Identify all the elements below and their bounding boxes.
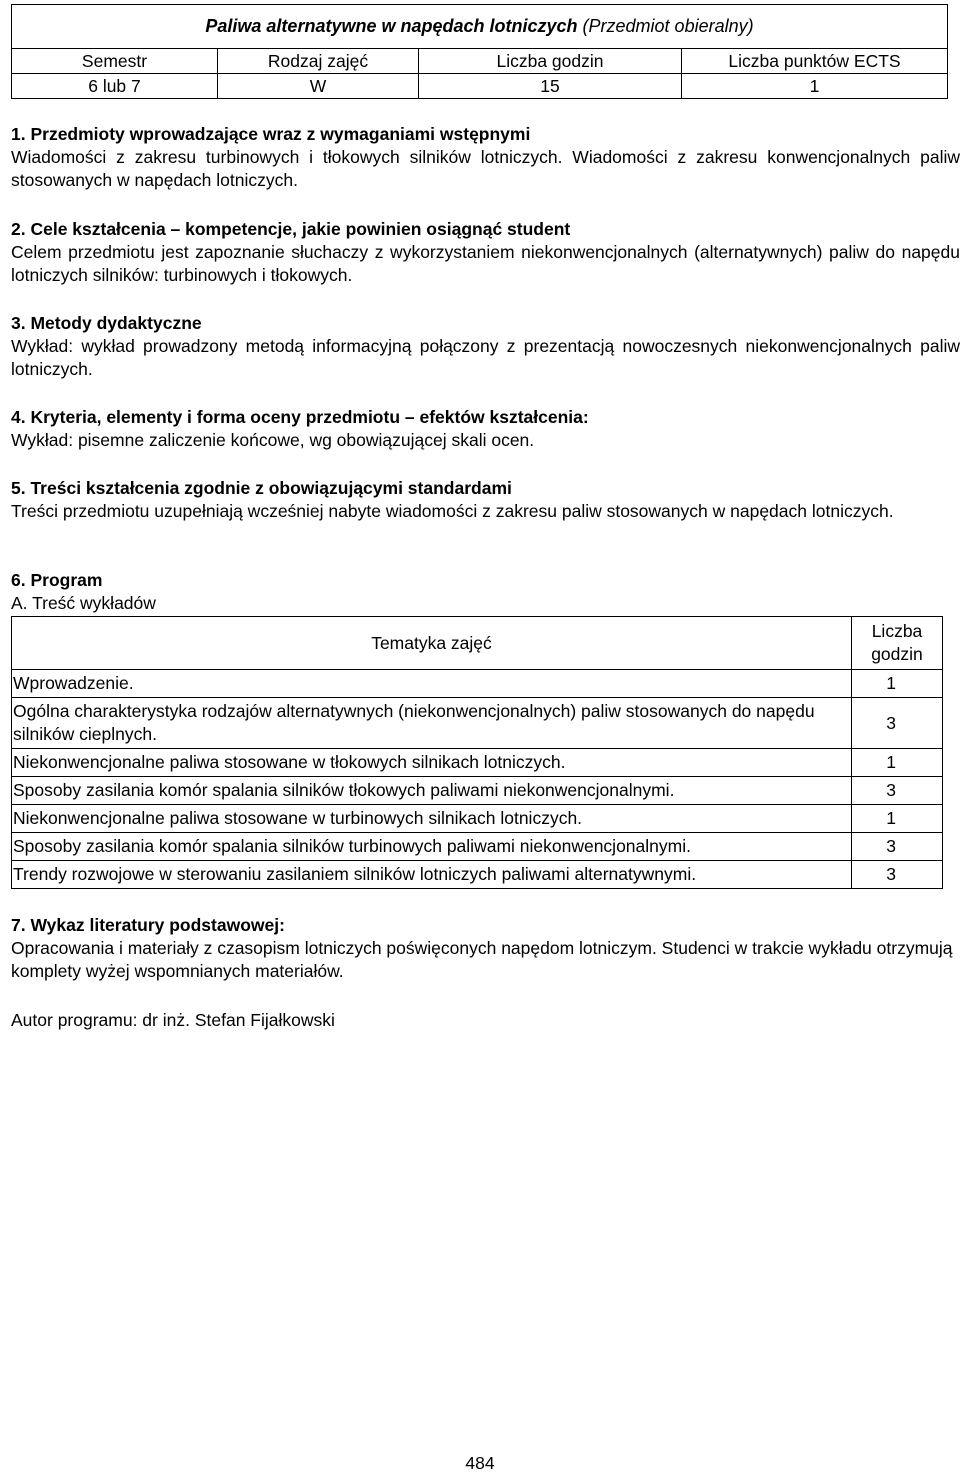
table-row (12, 777, 943, 805)
lecture-topic: Niekonwencjonalne paliwa stosowane w turbinowych silnikach lotniczych. (12, 805, 852, 833)
course-title-note: (Przedmiot obieralny) (582, 16, 754, 36)
lecture-topic: Ogólna charakterystyka rodzajów alternatywnych (niekonwencjonalnych) paliw stosowanych do napędu silników cieplnych. (12, 698, 852, 749)
lecture-topic: Sposoby zasilania komór spalania silników turbinowych paliwami niekonwencjonalnymi. (12, 833, 852, 861)
course-title (12, 5, 948, 49)
section-body: Treści przedmiotu uzupełniają wcześniej nabyte wiadomości z zakresu paliw stosowanych w napędach lotniczych. (11, 501, 894, 521)
lecture-topic: Trendy rozwojowe w sterowaniu zasilaniem silników lotniczych paliwami alternatywnymi. (12, 861, 852, 889)
page-number: 484 (465, 1453, 495, 1473)
col-hours: Liczba godzin (419, 49, 682, 74)
section-heading: 2. Cele kształcenia – kompetencje, jakie powinien osiągnąć student (11, 219, 571, 239)
lecture-hours: 1 (852, 749, 943, 777)
table-row (12, 749, 943, 777)
val-class-type: W (218, 74, 419, 99)
section-heading: 7. Wykaz literatury podstawowej: (11, 915, 285, 935)
lecture-topic: Niekonwencjonalne paliwa stosowane w tłokowych silnikach lotniczych. (12, 749, 852, 777)
section-body: Wykład: wykład prowadzony metodą informacyjną połączony z prezentacją nowoczesnych niekonwencjonalnych paliw lotniczych. (11, 336, 960, 379)
section-subheading: A. Treść wykładów (11, 593, 156, 613)
course-header-table (11, 4, 948, 99)
lecture-table (11, 616, 943, 889)
section-goals (11, 218, 960, 287)
lecture-hours: 3 (852, 777, 943, 805)
col-semester: Semestr (12, 49, 218, 74)
section-prerequisites (11, 123, 960, 192)
table-row (12, 861, 943, 889)
table-row (12, 670, 943, 698)
course-title-main: Paliwa alternatywne w napędach lotniczych (205, 16, 578, 36)
lecture-hours: 3 (852, 861, 943, 889)
section-body: Wykład: pisemne zaliczenie końcowe, wg obowiązującej skali ocen. (11, 430, 535, 450)
val-ects: 1 (682, 74, 948, 99)
section-content (11, 477, 960, 523)
lecture-hours: 1 (852, 670, 943, 698)
lecture-topic: Sposoby zasilania komór spalania silników tłokowych paliwami niekonwencjonalnymi. (12, 777, 852, 805)
table-row (12, 833, 943, 861)
section-program (11, 569, 960, 615)
lecture-hours: 3 (852, 698, 943, 749)
col-class-type: Rodzaj zajęć (218, 49, 419, 74)
program-author: Autor programu: dr inż. Stefan Fijałkowski (11, 1010, 335, 1030)
section-body: Opracowania i materiały z czasopism lotniczych poświęconych napędom lotniczym. Studenci w trakcie wykładu otrzymują komplety wyżej wspomnianych materiałów. (11, 938, 953, 981)
section-heading: 3. Metody dydaktyczne (11, 313, 202, 333)
val-semester: 6 lub 7 (12, 74, 218, 99)
section-heading: 1. Przedmioty wprowadzające wraz z wymaganiami wstępnymi (11, 124, 531, 144)
section-heading: 5. Treści kształcenia zgodnie z obowiązującymi standardami (11, 478, 512, 498)
course-header (11, 4, 948, 99)
val-hours: 15 (419, 74, 682, 99)
lecture-topic: Wprowadzenie. (12, 670, 852, 698)
section-heading: 6. Program (11, 570, 103, 590)
section-criteria (11, 406, 960, 452)
table-row (12, 805, 943, 833)
section-body: Wiadomości z zakresu turbinowych i tłokowych silników lotniczych. Wiadomości z zakresu konwencjonalnych paliw stosowanych w napędach lotniczych. (11, 147, 960, 190)
lecture-col-topic: Tematyka zajęć (12, 617, 852, 670)
col-ects: Liczba punktów ECTS (682, 49, 948, 74)
lecture-hours: 1 (852, 805, 943, 833)
lecture-col-hours: Liczba godzin (852, 617, 943, 670)
section-literature (11, 914, 960, 983)
section-methods (11, 312, 960, 381)
lecture-hours: 3 (852, 833, 943, 861)
table-row (12, 698, 943, 749)
section-body: Celem przedmiotu jest zapoznanie słuchaczy z wykorzystaniem niekonwencjonalnych (alternatywnych) paliw do napędu lotniczych silników: turbinowych i tłokowych. (11, 242, 960, 285)
section-heading: 4. Kryteria, elementy i forma oceny przedmiotu – efektów kształcenia: (11, 407, 589, 427)
